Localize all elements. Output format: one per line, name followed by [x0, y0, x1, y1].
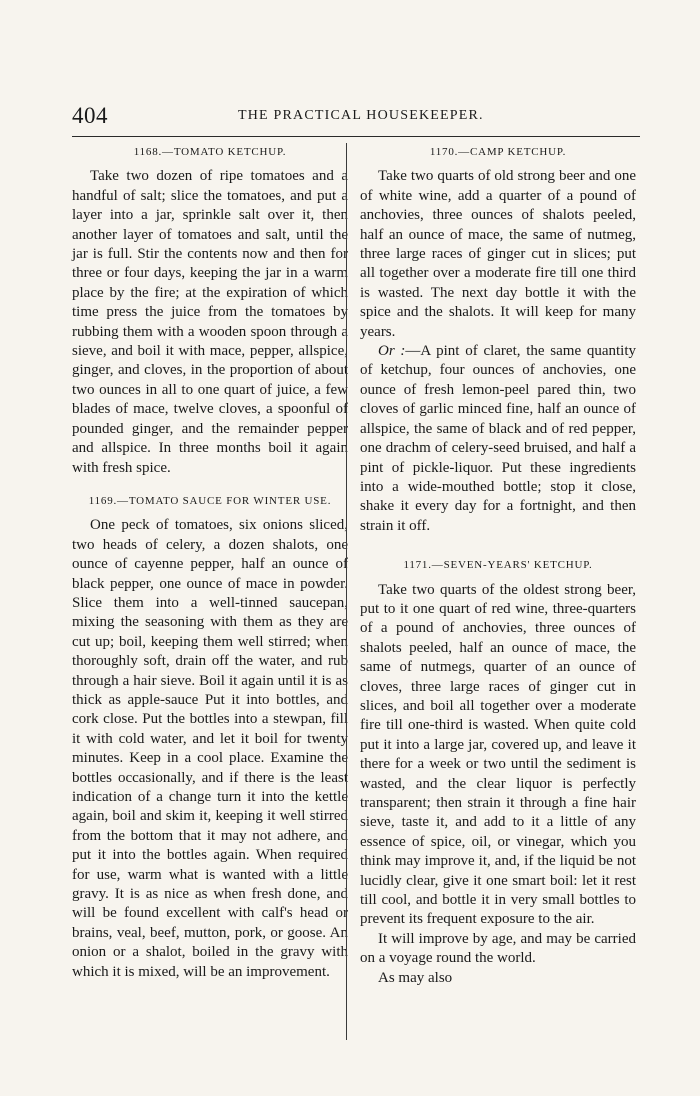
recipe-text-1169: One peck of tomatoes, six onions sliced, two heads of celery, a dozen shalots, one ounce of cayenne pepper, half an ounce of black pepper, one ounce of mace in powder. Slice them into a well-tinned saucepan, mixing the seasoning with them as they are cut up; boil, keeping them well stirred; when thoroughly soft, drain off the water, and rub through a hair sieve. Boil it again until it is as thick as apple-sauce Put it into bottles, and cork close. Put the bottles into a stewpan, fill it with cold water, and let it boil for twenty minutes. Keep in a cool place. Examine the bottles occasionally, and if there is the least indication of a change turn it into the kettle again, boil and skim it, keeping it well stirred from the bottom that it may not adhere, and put it into the bottles again. When required for use, warm what is wanted with a little gravy. It is as nice as when fresh done, and will be found excellent with calf's head or brains, veal, beef, mutton, pork, or goose. An onion or a shalot, boiled in the gravy with which it is mixed, will be an improvement. — [72, 517, 348, 980]
left-column — [72, 143, 348, 982]
recipe-text-1170: Take two quarts of old strong beer and one of white wine, add a quarter of a pound of anchovies, three ounces of shalots peeled, half an ounce of mace, the same of nutmeg, three large races of ginger cut in slices; put all together over a moderate fire till one third is wasted. The next day bottle it with the spice and the shalots. It will keep for many years. — [360, 168, 636, 340]
alt-lead: Or : — [378, 343, 406, 360]
column-divider — [346, 143, 347, 1040]
recipe-title-1171: 1171.—SEVEN-YEARS' KETCHUP. — [403, 559, 593, 572]
recipe-title-1169: 1169.—TOMATO SAUCE FOR WINTER USE. — [88, 494, 332, 507]
recipe-alt-1170 — [360, 342, 636, 536]
header-rule — [72, 136, 640, 137]
recipe-text-1168: Take two dozen of ripe tomatoes and a handful of salt; slice the tomatoes, and put a layer into a jar, sprinkle salt over it, then another layer of tomatoes and salt, until the jar is full. Stir the contents now and then for three or four days, keeping the jar in a warm place by the fire; at the expiration of which time press the juice from the tomatoes by rubbing them with a wooden spoon through a sieve, and boil it with mace, pepper, allspice, ginger, and cloves, in the proportion of about two ounces in all to one quart of juice, a few blades of mace, twelve cloves, a spoonful of pounded ginger, and the remainder pepper and allspice. In three months boil it again with fresh spice. — [72, 168, 348, 476]
alt-text: —A pint of claret, the same quantity of ketchup, four ounces of anchovies, one ounce of fresh lemon-peel pared thin, two cloves of garlic minced fine, half an ounce of allspice, the same of black and of red pepper, one drachm of celery-seed bruised, and half a pint of pickle-liquor. Put these ingredients into a wide-mouthed bottle; stop it close, shake it every day for a fortnight, and then strain it off. — [360, 343, 636, 534]
recipe-title-1168: 1168.—TOMATO KETCHUP. — [133, 146, 287, 158]
right-column — [360, 143, 636, 988]
recipe-text-1171: Take two quarts of the oldest strong beer, put to it one quart of red wine, three-quarters of a pound of anchovies, three ounces of shalots peeled, half an ounce of mace, the same of nutmegs, quarter of an ounce of cloves, three large races of ginger cut in slices, and boil all together over a moderate fire till one-third is wasted. When quite cold put it into a large jar, covered up, and leave it there for a week or two until the sediment is wasted, and the clear liquor is perfectly transparent; then strain it through a fine hair sieve, taste it, and add to it a little of any essence of spice, oil, or vinegar, which you think may improve it, and, if the liquid be not lucidly clear, give it one smart boil: let it rest till cool, and bottle it in very small bottles to prevent its frequent exposure to the air. — [360, 581, 636, 928]
recipe-text-1171-c: As may also — [378, 969, 453, 986]
running-title: THE PRACTICAL HOUSEKEEPER. — [238, 108, 484, 123]
recipe-text-1171-b: It will improve by age, and may be carried on a voyage round the world. — [360, 930, 636, 967]
page-number: 404 — [72, 103, 108, 128]
recipe-title-1170: 1170.—CAMP KETCHUP. — [429, 146, 567, 158]
